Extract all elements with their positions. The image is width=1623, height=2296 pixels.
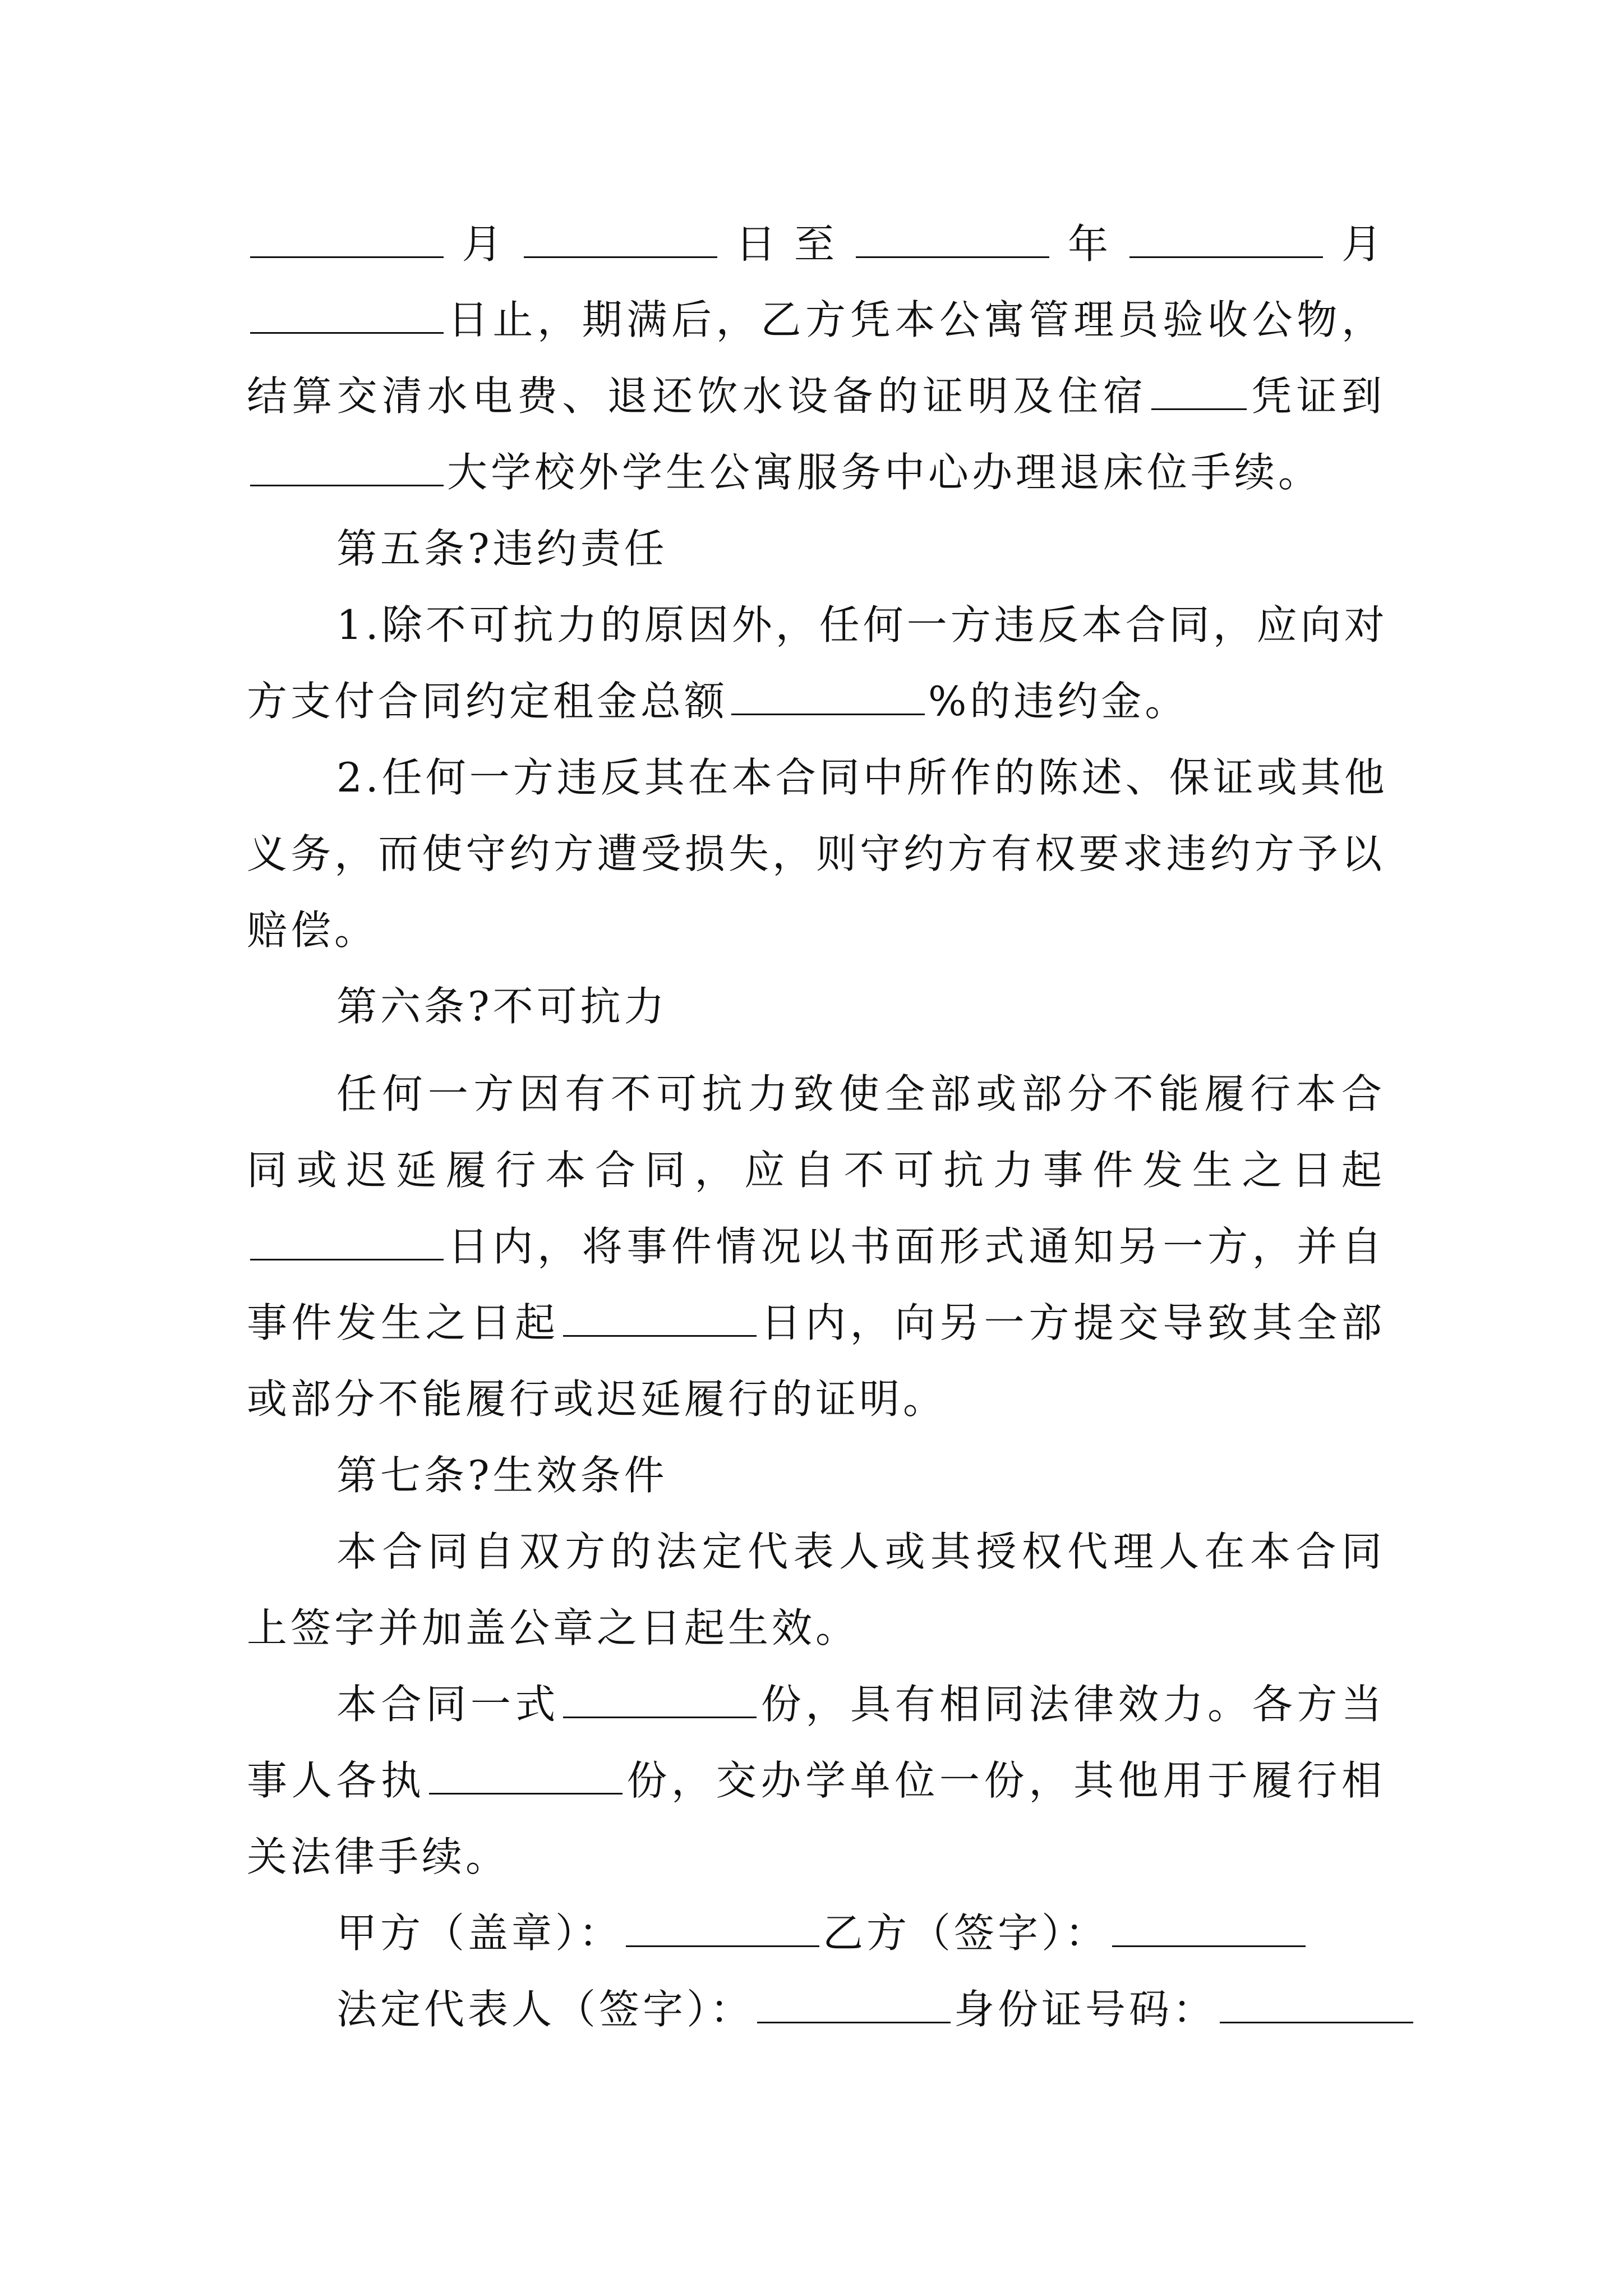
text-line: 或部分不能履行或迟延履行的证明。 [247,1375,947,1423]
text-line [247,662,1385,740]
text-line [247,1283,1385,1362]
text-segment: 事件发生之日起 [247,1299,560,1346]
fill-blank [1129,223,1323,258]
section-heading: 第六条?不可抗力 [336,983,668,1030]
text-segment: 事人各执 [247,1757,426,1804]
text-segment: 结算交清水电费、退还饮水设备的证明及住宿 [247,372,1148,420]
fill-blank [563,1683,757,1718]
fill-blank [250,1225,444,1260]
fill-blank [563,1301,757,1337]
text-segment: 份，交办学单位一份，其他用于履行相 [625,1757,1385,1804]
signature-line [336,1970,1385,2049]
text-segment: 方支付合同约定租金总额 [247,678,728,725]
fill-blank [250,223,444,258]
text-segment: 凭证到 [1249,372,1385,420]
text-line: 义务，而使守约方遭受损失，则守约方有权要求违约方予以 [247,830,1385,877]
text-segment: 日内，向另一方提交导致其全部 [759,1299,1385,1346]
fill-blank [429,1759,623,1795]
text-segment: 甲方（盖章）： [336,1910,623,1957]
text-line: 关法律手续。 [247,1833,510,1880]
fill-blank [250,451,444,486]
fill-blank [1151,375,1247,410]
text-segment: 年 [1053,220,1127,268]
text-segment: 大学校外学生公寓服务中心办理退床位手续。 [447,449,1322,496]
text-line: 赔偿。 [247,907,379,954]
text-line: 上签字并加盖公章之日起生效。 [247,1604,860,1651]
text-line [247,1207,1385,1286]
text-line [247,433,1385,512]
text-segment: %的违约金。 [928,678,1189,725]
text-line: 1.除不可抗力的原因外，任何一方违反本合同，应向对 [336,601,1388,648]
text-line [247,280,1385,359]
text-segment: 法定代表人（签字）： [336,1986,754,2033]
section-heading: 第七条?生效条件 [336,1452,668,1499]
fill-blank [731,680,925,715]
text-line: 本合同自双方的法定代表人或其授权代理人在本合同 [336,1528,1385,1575]
text-segment: 本合同一式 [336,1681,560,1728]
signature-line [336,1894,1385,1972]
text-line: 2.任何一方违反其在本合同中所作的陈述、保证或其他 [336,754,1388,801]
text-line [247,205,1385,283]
fill-blank [250,298,444,334]
text-line [336,1665,1385,1743]
text-segment: 日至 [721,220,853,268]
text-line [247,357,1385,435]
text-segment: 月 [1326,220,1385,268]
text-segment: 月 [447,220,520,268]
text-line: 任何一方因有不可抗力致使全部或部分不能履行本合 [336,1070,1385,1117]
fill-blank [757,1988,951,2023]
fill-blank [856,223,1049,258]
text-segment: 乙方（签字）： [823,1910,1109,1957]
text-segment: 身份证号码： [954,1986,1217,2033]
fill-blank [626,1912,819,1947]
text-segment: 日止，期满后，乙方凭本公寓管理员验收公物， [447,296,1385,343]
text-line: 同或迟延履行本合同，应自不可抗力事件发生之日起 [247,1147,1385,1194]
section-heading: 第五条?违约责任 [336,525,668,572]
fill-blank [524,223,717,258]
text-segment: 日内，将事件情况以书面形式通知另一方，并自 [447,1223,1385,1270]
text-line [247,1741,1385,1820]
fill-blank [1220,1988,1413,2023]
fill-blank [1112,1912,1306,1947]
text-segment: 份，具有相同法律效力。各方当 [760,1681,1385,1728]
